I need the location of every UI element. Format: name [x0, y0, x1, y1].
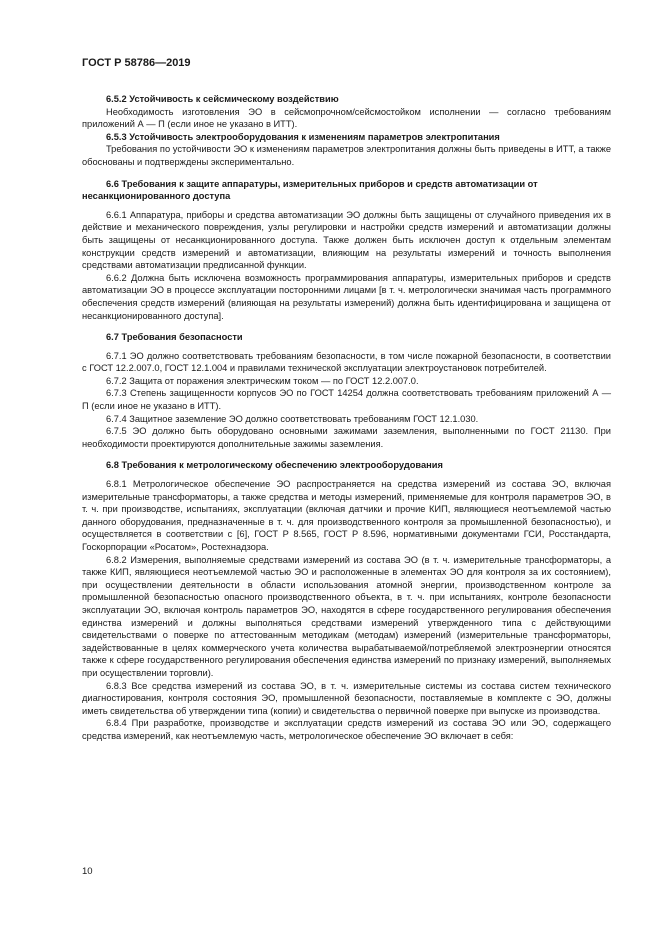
document-body	[82, 93, 611, 743]
paragraph: 6.7.3 Степень защищенности корпусов ЭО по ГОСТ 14254 должна соответствовать требованиям приложений А — П (если иное не указано в ИТТ).	[82, 388, 611, 412]
document-header: ГОСТ Р 58786—2019	[82, 57, 191, 69]
paragraph: Необходимость изготовления ЭО в сейсмопрочном/сейсмостойком исполнении — согласно требованиям приложений А — П (если иное не указано в ИТТ).	[82, 106, 611, 130]
section-heading: 6.7 Требования безопасности	[106, 332, 243, 343]
section-heading: 6.8 Требования к метрологическому обеспечению электрооборудования	[106, 460, 443, 471]
subsection-heading: 6.5.3 Устойчивость электрооборудования к изменениям параметров электропитания	[106, 131, 500, 142]
paragraph: 6.8.3 Все средства измерений из состава ЭО, в т. ч. измерительные системы из состава систем технического диагностирования, контроля состояния ЭО, промышленной безопасности, поставляемые в комплекте с ЭО, должны иметь свидетельства об утверждении типа (копии) и свидетельства о первичной поверке при выпуске из производства.	[82, 680, 611, 716]
page-number: 10	[82, 866, 93, 877]
paragraph: Требования по устойчивости ЭО к изменениям параметров электропитания должны быть приведены в ИТТ, а также обоснованы и подтверждены экспериментально.	[82, 144, 611, 167]
subsection-heading: 6.5.2 Устойчивость к сейсмическому воздействию	[106, 94, 339, 104]
paragraph: 6.7.2 Защита от поражения электрическим током — по ГОСТ 12.2.007.0.	[106, 375, 419, 386]
paragraph: 6.8.2 Измерения, выполняемые средствами измерений из состава ЭО (в т. ч. измерительные трансформаторы, а также КИП, являющиеся неотъемлемой частью ЭО и расположенные в элементах ЭО для контроля за их состоянием), при осуществлении деятельности в области использования атомной энергии, производственном контроле за промышленной безопасностью опасного производственного объекта, в т. ч. при испытаниях, контроле безопасности эксплуатации ЭО, включая контроль параметров ЭО, находятся в сфере государственного регулирования обеспечения единства измерений и должны выполняться средствами измерений утвержденного типа с действующими свидетельствами о поверке по аттестованным методикам (методам) измерений (измерительные трансформаторы, задействованные в целях коммерческого учета количества вырабатываемой/потребляемой электроэнергии относятся также к сфере государственного регулирования обеспечения единства измерений по признаку измерений, выполняемых при осуществлении торговли).	[82, 554, 611, 678]
paragraph: 6.8.1 Метрологическое обеспечение ЭО распространяется на средства измерений из состава ЭО, включая измерительные трансформаторы, а также средства и методы измерений, применяемые для контроля параметров ЭО, в т. ч. при производстве, испытаниях, эксплуатации (включая датчики и прочие КИП, являющиеся неотъемлемой частью данного оборудования, предназначенные в т. ч. для производственного контроля за промышленной безопасностью), и осуществляется в соответствии с [6], ГОСТ Р 8.565, ГОСТ Р 8.596, нормативными документами ГСИ, Росстандарта, Госкорпорации «Росатом», Ростехнадзора.	[82, 479, 611, 552]
paragraph: 6.6.2 Должна быть исключена возможность программирования аппаратуры, измерительных приборов и средств автоматизации ЭО в процессе эксплуатации посторонними лицами [в т. ч. метрологически значимая часть программного обеспечения средств измерений (влияющая на результаты измерений) должна быть идентифицирована и защищена от несанкционированного доступа].	[82, 272, 611, 321]
paragraph: 6.7.5 ЭО должно быть оборудовано основными зажимами заземления, выполненными по ГОСТ 21130. При необходимости проектируются дополнительные зажимы заземления.	[82, 426, 611, 449]
paragraph: 6.7.1 ЭО должно соответствовать требованиям безопасности, в том числе пожарной безопасности, в соответствии с ГОСТ 12.2.007.0, ГОСТ 12.1.004 и правилами технической эксплуатации электроустановок потребителей.	[82, 350, 611, 374]
paragraph: 6.8.4 При разработке, производстве и эксплуатации средств измерений из состава ЭО или ЭО, содержащего средства измерений, как неотъемлемую часть, метрологическое обеспечение ЭО включает в себя:	[82, 718, 611, 741]
paragraph: 6.7.4 Защитное заземление ЭО должно соответствовать требованиям ГОСТ 12.1.030.	[106, 413, 479, 424]
paragraph: 6.6.1 Аппаратура, приборы и средства автоматизации ЭО должны быть защищены от случайного приведения их в действие и механического повреждения, узлы регулировки и настройки средств измерений и автоматизации должны быть защищены от несанкционированного доступа. Также должен быть исключен доступ к отдельным элементам конструкции средств измерений и автоматизации, влияющим на результаты измерений и точность выполнения средствами автоматизации предписанной функции.	[82, 209, 611, 271]
section-heading: 6.6 Требования к защите аппаратуры, измерительных приборов и средств автоматизации от несанкционированного доступа	[82, 178, 538, 202]
